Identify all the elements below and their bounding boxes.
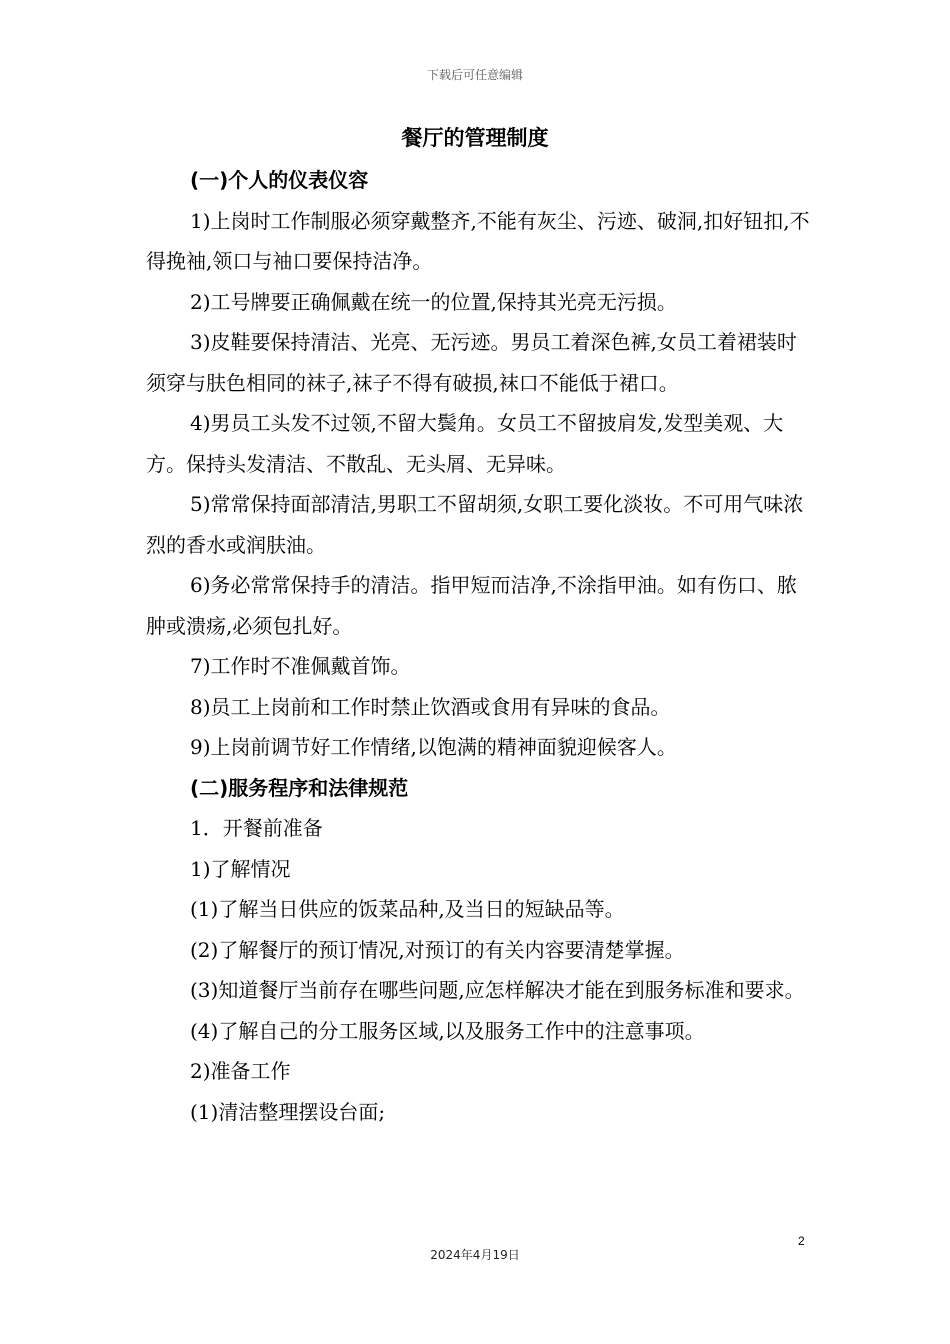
paragraph: 7)工作时不准佩戴首饰。 xyxy=(190,654,411,678)
document-body xyxy=(146,160,810,1132)
page-number: 2 xyxy=(798,1234,805,1248)
paragraph: (1)了解当日供应的饭菜品种,及当日的短缺品等。 xyxy=(190,897,625,921)
paragraph: 4)男员工头发不过领,不留大鬓角。女员工不留披肩发,发型美观、大方。保持头发清洁、不散乱、无头屑、无异味。 xyxy=(146,411,784,476)
section-heading: (二)服务程序和法律规范 xyxy=(190,775,409,800)
subheading: 2)准备工作 xyxy=(190,1059,291,1083)
paragraph: 6)务必常常保持手的清洁。指甲短而洁净,不涂指甲油。如有伤口、脓肿或溃疡,必须包扎好。 xyxy=(146,573,797,638)
subheading: 1)了解情况 xyxy=(190,856,291,881)
paragraph: 5)常常保持面部清洁,男职工不留胡须,女职工要化淡妆。不可用气味浓烈的香水或润肤油。 xyxy=(146,492,804,557)
paragraph: 3)皮鞋要保持清洁、光亮、无污迹。男员工着深色裤,女员工着裙装时须穿与肤色相同的袜子,袜子不得有破损,袜口不能低于裙口。 xyxy=(146,330,797,395)
paragraph: (4)了解自己的分工服务区域,以及服务工作中的注意事项。 xyxy=(190,1018,705,1043)
paragraph: (1)清洁整理摆设台面; xyxy=(190,1099,386,1124)
subheading: 1．开餐前准备 xyxy=(190,816,323,840)
page-footer-date: 2024年4月19日 xyxy=(430,1248,520,1262)
paragraph: 9)上岗前调节好工作情绪,以饱满的精神面貌迎候客人。 xyxy=(190,735,677,759)
paragraph: 2)工号牌要正确佩戴在统一的位置,保持其光亮无污损。 xyxy=(190,289,677,314)
paragraph: 8)员工上岗前和工作时禁止饮酒或食用有异味的食品。 xyxy=(190,694,671,719)
paragraph: (2)了解餐厅的预订情况,对预订的有关内容要清楚掌握。 xyxy=(190,937,685,962)
page-header: 下载后可任意编辑 xyxy=(426,68,523,82)
paragraph: 1)上岗时工作制服必须穿戴整齐,不能有灰尘、污迹、破洞,扣好钮扣,不得挽袖,领口与袖口要保持洁净。 xyxy=(146,208,810,273)
paragraph: (3)知道餐厅当前存在哪些问题,应怎样解决才能在到服务标准和要求。 xyxy=(190,978,805,1002)
section-heading: (一)个人的仪表仪容 xyxy=(190,168,369,192)
document-title: 餐厅的管理制度 xyxy=(401,126,549,150)
